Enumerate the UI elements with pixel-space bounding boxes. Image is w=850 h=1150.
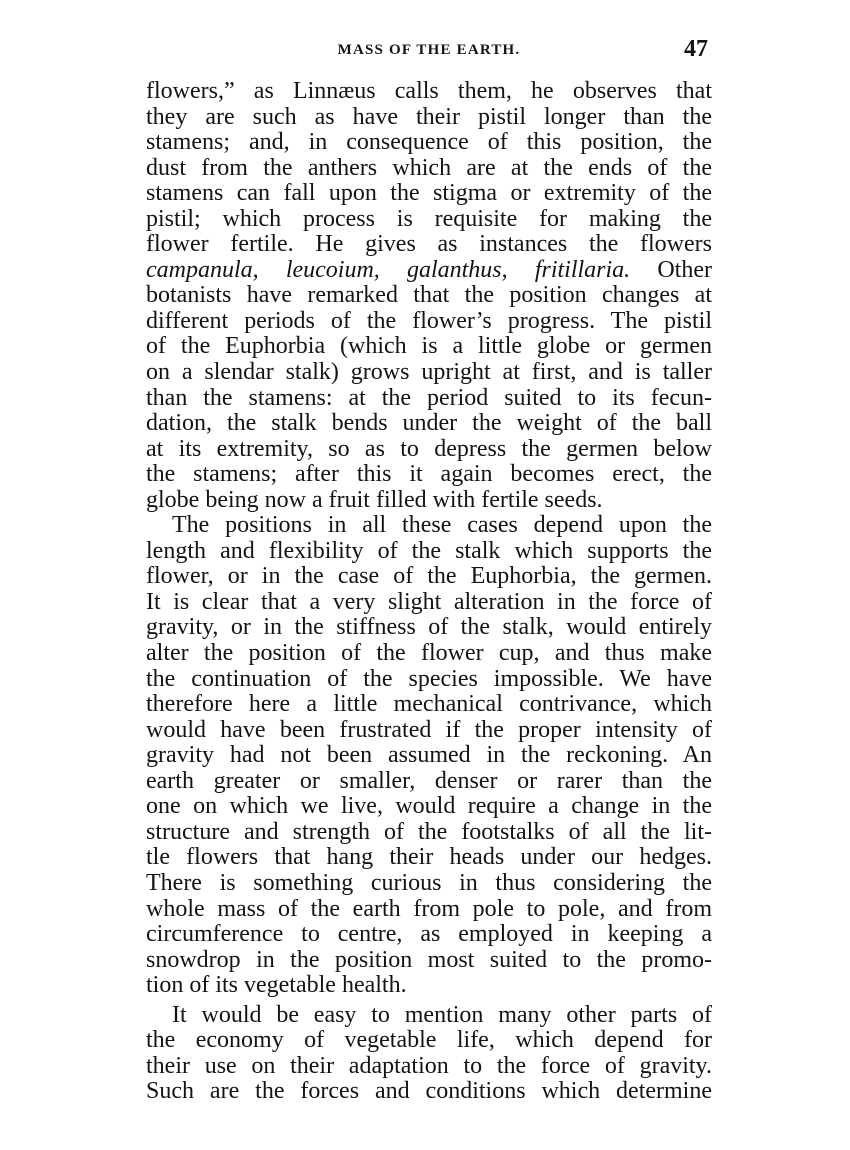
line-text: Other (630, 256, 712, 283)
text-line (146, 1028, 712, 1054)
line-text: There is something curious in thus considering the (146, 869, 712, 896)
text-line (146, 386, 712, 412)
line-text: pistil; which process is requisite for making the (146, 205, 712, 232)
line-text: tion of its vegetable health. (146, 972, 407, 999)
text-line (146, 360, 712, 386)
text-line (146, 769, 712, 795)
text-line (146, 897, 712, 923)
text-line (146, 973, 712, 999)
text-line (146, 871, 712, 897)
line-text: It would be easy to mention many other parts of (172, 1001, 712, 1028)
text-line (146, 845, 712, 871)
line-text: dation, the stalk bends under the weight of the ball (146, 410, 712, 437)
text-line (146, 181, 712, 207)
text-line (146, 564, 712, 590)
line-text: flower fertile. He gives as instances the flowers (146, 231, 712, 258)
text-line (146, 948, 712, 974)
line-text: tle flowers that hang their heads under our hedges. (146, 844, 712, 871)
line-text: on a slendar stalk) grows upright at first, and is taller (146, 359, 712, 386)
text-line (146, 207, 712, 233)
line-text: gravity, or in the stiffness of the stalk, would entirely (146, 614, 712, 641)
text-line (146, 539, 712, 565)
text-line (146, 462, 712, 488)
text-line (146, 820, 712, 846)
running-title: MASS OF THE EARTH. (337, 42, 521, 58)
line-text: circumference to centre, as employed in keeping a (146, 921, 712, 948)
line-text: flower, or in the case of the Euphorbia, the germen. (146, 563, 712, 590)
text-line (146, 437, 712, 463)
line-text: stamens can fall upon the stigma or extremity of the (146, 180, 712, 207)
line-text: of the Euphorbia (which is a little globe or germen (146, 333, 712, 360)
text-line (146, 232, 712, 258)
body-text (146, 79, 712, 1105)
line-text: the continuation of the species impossible. We have (146, 665, 712, 692)
text-line (146, 1003, 712, 1029)
text-line (146, 667, 712, 693)
line-text: earth greater or smaller, denser or rarer than the (146, 767, 712, 794)
line-text: their use on their adaptation to the force of gravity. (146, 1052, 712, 1079)
line-text: one on which we live, would require a change in the (146, 793, 712, 820)
line-text: botanists have remarked that the position changes at (146, 282, 712, 309)
line-text: The positions in all these cases depend upon the (172, 512, 712, 539)
line-text: dust from the anthers which are at the ends of the (146, 154, 712, 181)
text-line (146, 718, 712, 744)
line-text: whole mass of the earth from pole to pole, and from (146, 895, 712, 922)
text-line (146, 309, 712, 335)
text-line (146, 641, 712, 667)
line-text: alter the position of the flower cup, and thus make (146, 640, 712, 667)
line-text: different periods of the flower’s progress. The pistil (146, 307, 712, 334)
line-text: length and flexibility of the stalk which supports the (146, 537, 712, 564)
text-line (146, 130, 712, 156)
text-line (146, 1079, 712, 1105)
text-line (146, 1054, 712, 1080)
line-text: at its extremity, so as to depress the germen below (146, 435, 712, 462)
text-line (146, 794, 712, 820)
text-line (146, 156, 712, 182)
text-line (146, 334, 712, 360)
line-text: stamens; and, in consequence of this position, the (146, 129, 712, 156)
text-line (146, 79, 712, 105)
italic-text: campanula, leucoium, galanthus, fritillaria. (146, 256, 631, 283)
text-line (146, 692, 712, 718)
line-text: globe being now a fruit filled with fertile seeds. (146, 486, 603, 513)
running-head (146, 36, 712, 70)
text-line (146, 258, 712, 284)
line-text: gravity had not been assumed in the reckoning. An (146, 742, 712, 769)
line-text: they are such as have their pistil longer than the (146, 103, 712, 130)
line-text: therefore here a little mechanical contrivance, which (146, 691, 712, 718)
text-line (146, 922, 712, 948)
text-line (146, 513, 712, 539)
line-text: flowers,” as Linnæus calls them, he observes that (146, 78, 712, 104)
text-line (146, 488, 712, 514)
line-text: the economy of vegetable life, which depend for (146, 1027, 712, 1054)
text-line (146, 411, 712, 437)
page-number: 47 (684, 36, 708, 62)
text-line (146, 615, 712, 641)
text-line (146, 743, 712, 769)
line-text: than the stamens: at the period suited to its fecun- (146, 384, 712, 411)
line-text: snowdrop in the position most suited to the promo- (146, 946, 712, 973)
line-text: Such are the forces and conditions which determine (146, 1078, 712, 1105)
text-line (146, 283, 712, 309)
line-text: the stamens; after this it again becomes erect, the (146, 461, 712, 488)
line-text: structure and strength of the footstalks of all the lit- (146, 818, 712, 845)
text-line (146, 105, 712, 131)
text-line (146, 590, 712, 616)
line-text: It is clear that a very slight alteration in the force of (146, 588, 712, 615)
line-text: would have been frustrated if the proper intensity of (146, 716, 712, 743)
